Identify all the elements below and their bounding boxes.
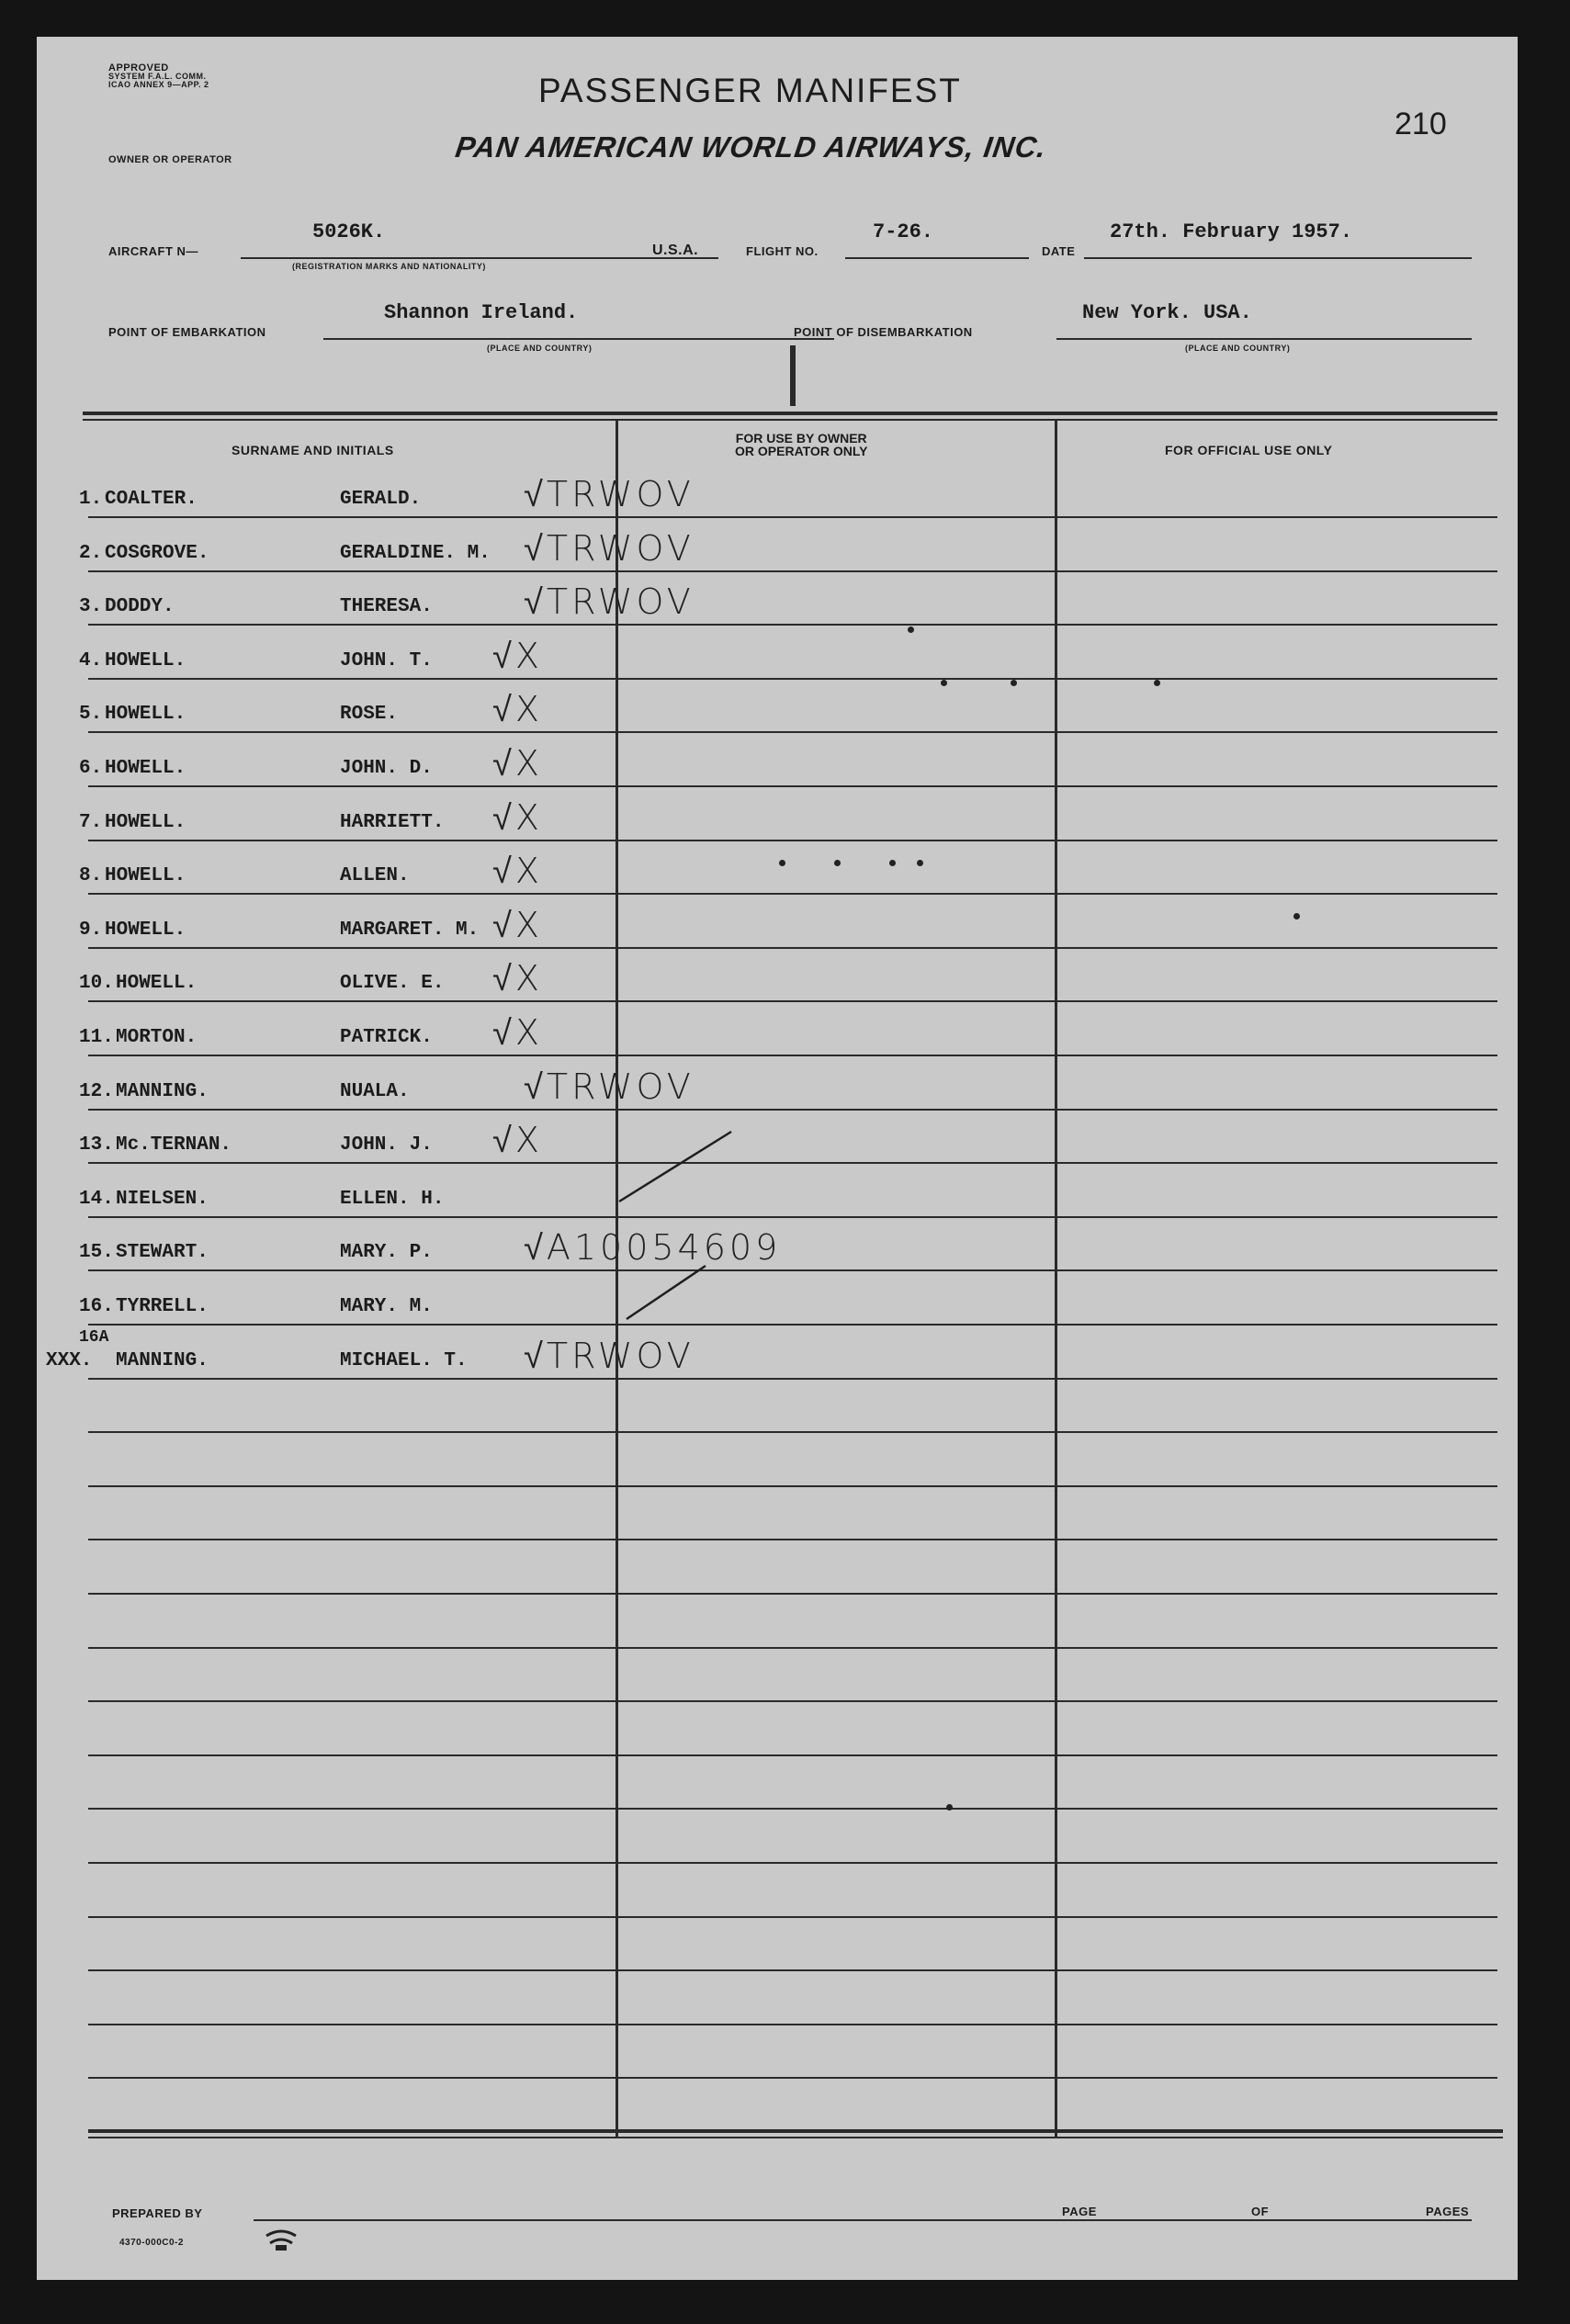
flight-value: 7-26. [873, 220, 934, 243]
of-label: OF [1251, 2205, 1270, 2218]
col-header-official: FOR OFFICIAL USE ONLY [1165, 443, 1333, 457]
passenger-number: 5. [79, 704, 103, 726]
printer-logo-icon [263, 2227, 299, 2258]
passenger-given-name: PATRICK. [340, 1027, 433, 1048]
aircraft-label: AIRCRAFT N— [108, 244, 198, 258]
col-header-owner-line-2: OR OPERATOR ONLY [735, 444, 868, 458]
passenger-surname: HOWELL. [105, 919, 186, 941]
passenger-surname: HOWELL. [105, 649, 186, 671]
passenger-number: 4. [79, 649, 103, 671]
passenger-given-name: JOHN. J. [340, 1134, 433, 1156]
ink-dot [917, 860, 923, 866]
passenger-given-name: ROSE. [340, 704, 399, 726]
passenger-surname: MANNING. [116, 1080, 209, 1102]
col-header-owner-line-1: FOR USE BY OWNER [735, 431, 867, 446]
page-label: PAGE [1062, 2205, 1097, 2218]
passenger-surname: NIELSEN. [116, 1188, 209, 1210]
handwritten-mark: √X [492, 1120, 543, 1161]
owner-label: OWNER OR OPERATOR [108, 154, 232, 165]
embarkation-value: Shannon Ireland. [384, 301, 579, 324]
passenger-surname: STEWART. [116, 1242, 209, 1264]
passenger-given-name: MARY. P. [340, 1242, 433, 1264]
handwritten-mark: √X [492, 851, 543, 892]
passenger-number: 1. [79, 489, 103, 510]
passenger-given-name: OLIVE. E. [340, 973, 445, 995]
operator-name: PAN AMERICAN WORLD AIRWAYS, INC. [453, 130, 1049, 164]
passenger-surname: COALTER. [105, 489, 198, 510]
ink-dot [946, 1804, 953, 1811]
flight-label: FLIGHT NO. [746, 244, 819, 258]
disembarkation-value: New York. USA. [1082, 301, 1252, 324]
passenger-number: 16. [79, 1296, 114, 1317]
passenger-number: 8. [79, 865, 103, 887]
ink-dot [779, 860, 785, 866]
passenger-given-name: MICHAEL. T. [340, 1349, 468, 1371]
passenger-number: 14. [79, 1188, 114, 1210]
handwritten-mark: √A10054609 [524, 1227, 782, 1269]
date-value: 27th. February 1957. [1110, 220, 1353, 243]
col-header-surname: SURNAME AND INITIALS [232, 443, 394, 457]
approval-line-2: SYSTEM F.A.L. COMM. [108, 72, 207, 81]
passenger-number: 2. [79, 542, 103, 564]
usa-label: U.S.A. [652, 243, 699, 258]
passenger-given-name: JOHN. T. [340, 649, 433, 671]
passenger-surname: HOWELL. [105, 758, 186, 779]
passenger-number: 12. [79, 1080, 114, 1102]
disembarkation-label: POINT OF DISEMBARKATION [794, 325, 973, 339]
manifest-sheet [37, 37, 1518, 2280]
row-correction: 16A [79, 1327, 109, 1347]
passenger-surname: MANNING. [116, 1349, 209, 1371]
passenger-given-name: GERALD. [340, 489, 422, 510]
passenger-number: 3. [79, 596, 103, 618]
ink-dot [1011, 680, 1017, 686]
passenger-given-name: MARY. M. [340, 1296, 433, 1317]
handwritten-mark: √TRWOV [524, 1066, 695, 1107]
passenger-given-name: GERALDINE. M. [340, 542, 491, 564]
passenger-given-name: MARGARET. M. [340, 919, 480, 941]
ink-dot [889, 860, 896, 866]
ink-dot [1293, 913, 1300, 919]
ink-dot [834, 860, 841, 866]
passenger-given-name: ALLEN. [340, 865, 410, 887]
handwritten-strokes [37, 37, 1518, 2280]
passenger-surname: HOWELL. [116, 973, 198, 995]
handwritten-mark: √X [492, 635, 543, 676]
passenger-surname: TYRRELL. [116, 1296, 209, 1317]
passenger-number: 7. [79, 811, 103, 833]
handwritten-mark: √TRWOV [524, 474, 695, 514]
handwritten-mark: √TRWOV [524, 1335, 695, 1376]
approval-line-3: ICAO ANNEX 9—APP. 2 [108, 80, 209, 89]
passenger-number: XXX. [46, 1349, 93, 1371]
handwritten-mark: √X [492, 904, 543, 945]
handwritten-mark: √TRWOV [524, 581, 695, 623]
passenger-surname: HOWELL. [105, 865, 186, 887]
page-title: PASSENGER MANIFEST [538, 72, 962, 109]
passenger-number: 11. [79, 1027, 114, 1048]
embarkation-label: POINT OF EMBARKATION [108, 325, 266, 339]
ink-dot [941, 680, 947, 686]
passenger-surname: HOWELL. [105, 811, 186, 833]
passenger-number: 6. [79, 758, 103, 779]
passenger-surname: Mc.TERNAN. [116, 1134, 232, 1156]
passenger-number: 9. [79, 919, 103, 941]
handwritten-mark: √X [492, 958, 543, 999]
passenger-given-name: ELLEN. H. [340, 1188, 445, 1210]
registration-caption: (REGISTRATION MARKS AND NATIONALITY) [292, 262, 486, 271]
embarkation-caption: (PLACE AND COUNTRY) [487, 344, 593, 353]
passenger-surname: DODDY. [105, 596, 175, 618]
passenger-surname: MORTON. [116, 1027, 198, 1048]
passenger-given-name: THERESA. [340, 596, 433, 618]
passenger-given-name: NUALA. [340, 1080, 410, 1102]
passenger-given-name: HARRIETT. [340, 811, 445, 833]
form-code: 4370-000C0-2 [119, 2238, 184, 2248]
passenger-surname: COSGROVE. [105, 542, 209, 564]
passenger-number: 13. [79, 1134, 114, 1156]
handwritten-mark: √X [492, 689, 543, 730]
ink-dot [1154, 680, 1160, 686]
passenger-number: 10. [79, 973, 114, 995]
handwritten-mark: √TRWOV [524, 527, 695, 569]
disembarkation-caption: (PLACE AND COUNTRY) [1185, 344, 1291, 353]
prepared-by-label: PREPARED BY [112, 2206, 203, 2220]
handwritten-mark: √X [492, 1012, 543, 1053]
approval-line-1: APPROVED [108, 62, 169, 73]
pages-label: PAGES [1426, 2205, 1470, 2218]
handwritten-mark: √X [492, 796, 543, 838]
ink-dot [908, 626, 914, 633]
passenger-given-name: JOHN. D. [340, 758, 433, 779]
table-bottom-rule [88, 2129, 1503, 2133]
aircraft-value: 5026K. [312, 220, 386, 243]
page-number: 210 [1395, 107, 1447, 141]
date-label: DATE [1042, 244, 1076, 258]
passenger-number: 15. [79, 1242, 114, 1264]
passenger-surname: HOWELL. [105, 704, 186, 726]
handwritten-mark: √X [492, 743, 543, 784]
